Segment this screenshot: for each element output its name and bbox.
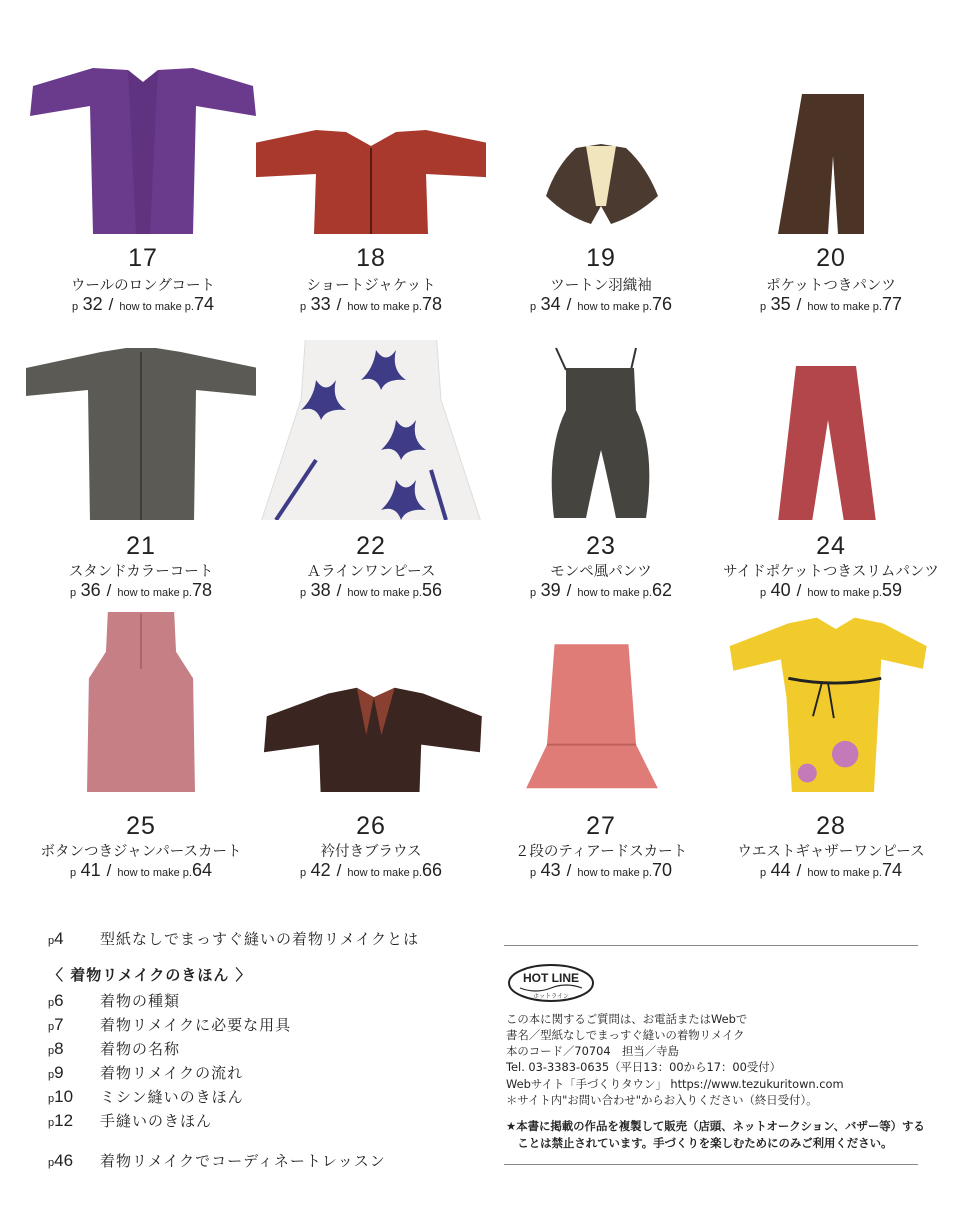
toc-entry: p4 型紙なしでまっすぐ縫いの着物リメイクとは — [48, 929, 420, 948]
item-pages: p 35 / how to make p.77 — [760, 294, 902, 314]
short-jacket-image — [256, 56, 486, 236]
item-name: モンペ風パンツ — [550, 564, 652, 580]
item-number: 17 — [128, 244, 158, 272]
item-name: 衿付きブラウス — [320, 844, 422, 860]
item-name: サイドポケットつきスリムパンツ — [723, 564, 939, 580]
toc-entry: p7 着物リメイクに必要な用具 — [48, 1015, 292, 1034]
item-pages: p 39 / how to make p.62 — [530, 580, 672, 600]
item-number: 26 — [356, 812, 386, 840]
toc-entry: p8 着物の名称 — [48, 1039, 181, 1058]
item-pages: p 43 / how to make p.70 — [530, 860, 672, 880]
item-name: Ａラインワンピース — [306, 564, 436, 580]
item-number: 19 — [586, 244, 616, 272]
item-name: ウールのロングコート — [70, 278, 216, 294]
long-coat-image — [28, 56, 258, 236]
item-number: 23 — [586, 532, 616, 560]
item-name: ２段のティアードスカート — [514, 844, 688, 860]
item-name: スタンドカラーコート — [68, 564, 214, 580]
slim-pants-image — [716, 340, 946, 520]
toc-entry: p10 ミシン縫いのきほん — [48, 1087, 244, 1106]
item-number: 28 — [816, 812, 846, 840]
item-pages: p 44 / how to make p.74 — [760, 860, 902, 880]
copyright-notice: ことは禁止されています。手づくりを楽しむためにのみご利用ください。 — [506, 1136, 893, 1150]
item-pages: p 38 / how to make p.56 — [300, 580, 442, 600]
section-title: 〈 着物リメイクのきほん 〉 — [48, 966, 252, 984]
item-name: ウエストギャザーワンピース — [737, 844, 925, 860]
hotline-text: Tel. 03-3383-0635（平日13：00から17：00受付） — [506, 1060, 782, 1074]
stand-collar-coat-image — [26, 340, 256, 520]
copyright-notice: ★本書に掲載の作品を複製して販売（店頭、ネットオークション、バザー等）する — [506, 1119, 925, 1133]
item-pages: p 33 / how to make p.78 — [300, 294, 442, 314]
item-number: 22 — [356, 532, 386, 560]
tiered-skirt-image — [486, 612, 716, 792]
item-number: 21 — [126, 532, 156, 560]
toc-entry: p6 着物の種類 — [48, 991, 181, 1010]
monpe-pants-image — [486, 340, 716, 520]
divider — [504, 1164, 918, 1165]
hotline-text: 書名／型紙なしでまっすぐ縫いの着物リメイク — [506, 1028, 745, 1042]
svg-text:HOT LINE: HOT LINE — [523, 971, 579, 985]
item-number: 24 — [816, 532, 846, 560]
item-pages: p 34 / how to make p.76 — [530, 294, 672, 314]
pocket-pants-image — [716, 56, 946, 236]
item-name: ポケットつきパンツ — [766, 278, 896, 294]
item-name: ツートン羽織袖 — [550, 278, 652, 294]
item-pages: p 42 / how to make p.66 — [300, 860, 442, 880]
hotline-text: ＊サイト内"お問い合わせ"からお入りください（終日受付）。 — [506, 1093, 818, 1107]
toc-entry: p12 手縫いのきほん — [48, 1111, 213, 1130]
item-number: 25 — [126, 812, 156, 840]
jumper-skirt-image — [26, 612, 256, 792]
item-name: ボタンつきジャンパースカート — [40, 844, 242, 860]
item-name: ショートジャケット — [306, 278, 436, 294]
item-number: 20 — [816, 244, 846, 272]
item-number: 18 — [356, 244, 386, 272]
item-pages: p 41 / how to make p.64 — [70, 860, 212, 880]
item-pages: p 32 / how to make p.74 — [72, 294, 214, 314]
toc-entry: p46 着物リメイクでコーディネートレッスン — [48, 1151, 386, 1170]
waist-gather-dress-image — [716, 612, 946, 792]
svg-text:ホットライン: ホットライン — [533, 993, 569, 1000]
haori-sleeve-image — [486, 56, 716, 236]
hotline-url[interactable]: Webサイト「手づくりタウン」 https://www.tezukuritown.com — [506, 1077, 844, 1091]
collared-blouse-image — [256, 612, 486, 792]
item-number: 27 — [586, 812, 616, 840]
item-pages: p 40 / how to make p.59 — [760, 580, 902, 600]
hotline-box — [504, 945, 925, 1167]
toc-entry: p9 着物リメイクの流れ — [48, 1063, 244, 1082]
divider — [504, 945, 918, 946]
hotline-text: 本のコード／70704 担当／寺島 — [506, 1044, 679, 1058]
hotline-logo — [506, 963, 596, 1005]
a-line-dress-image — [256, 340, 486, 520]
item-pages: p 36 / how to make p.78 — [70, 580, 212, 600]
hotline-text: この本に関するご質問は、お電話またはWebで — [506, 1012, 748, 1026]
